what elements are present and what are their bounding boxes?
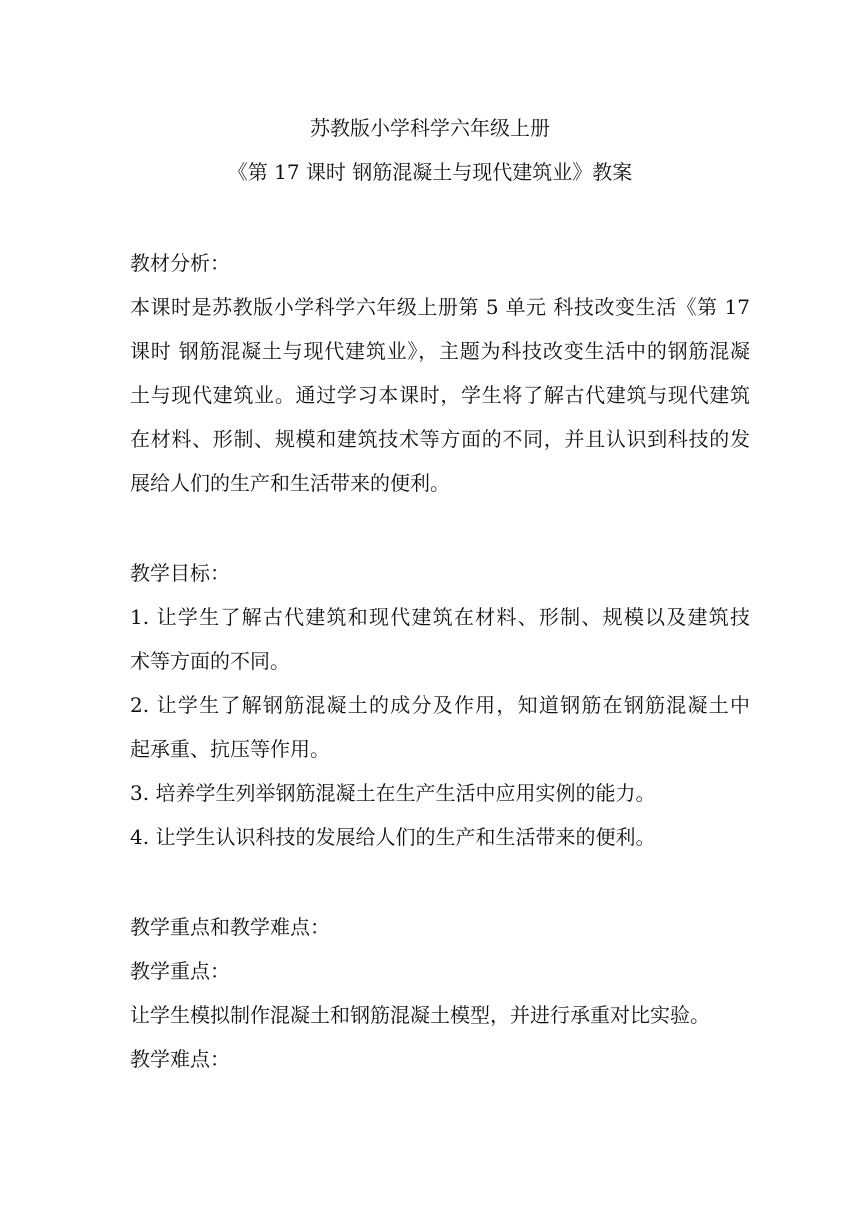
analysis-line-5: 展给人们的生产和生活带来的便利。	[130, 471, 450, 495]
analysis-line-1: 本课时是苏教版小学科学六年级上册第 5 单元 科技改变生活《第 17	[130, 295, 750, 319]
teaching-difficulty-heading: 教学难点：	[130, 1047, 230, 1071]
teaching-focus-line: 让学生模拟制作混凝土和钢筋混凝土模型，并进行承重对比实验。	[130, 1003, 710, 1027]
document-subtitle: 《第 17 课时 钢筋混凝土与现代建筑业》教案	[227, 160, 633, 184]
objective-line-5: 3. 培养学生列举钢筋混凝土在生产生活中应用实例的能力。	[130, 781, 656, 805]
analysis-heading: 教材分析：	[130, 251, 230, 275]
objectives-heading: 教学目标：	[130, 561, 230, 585]
analysis-line-3: 土与现代建筑业。通过学习本课时，学生将了解古代建筑与现代建筑	[130, 383, 750, 407]
analysis-line-4: 在材料、形制、规模和建筑技术等方面的不同，并且认识到科技的发	[130, 427, 750, 451]
key-points-heading: 教学重点和教学难点：	[130, 915, 330, 939]
objective-line-4: 起承重、抗压等作用。	[130, 737, 330, 761]
objective-line-6: 4. 让学生认识科技的发展给人们的生产和生活带来的便利。	[130, 825, 656, 849]
document-title: 苏教版小学科学六年级上册	[310, 116, 550, 140]
objective-line-2: 术等方面的不同。	[130, 649, 290, 673]
teaching-focus-heading: 教学重点：	[130, 959, 230, 983]
objective-line-3: 2. 让学生了解钢筋混凝土的成分及作用，知道钢筋在钢筋混凝土中	[130, 693, 750, 717]
analysis-line-2: 课时 钢筋混凝土与现代建筑业》，主题为科技改变生活中的钢筋混凝	[130, 339, 750, 363]
objective-line-1: 1. 让学生了解古代建筑和现代建筑在材料、形制、规模以及建筑技	[130, 605, 750, 629]
